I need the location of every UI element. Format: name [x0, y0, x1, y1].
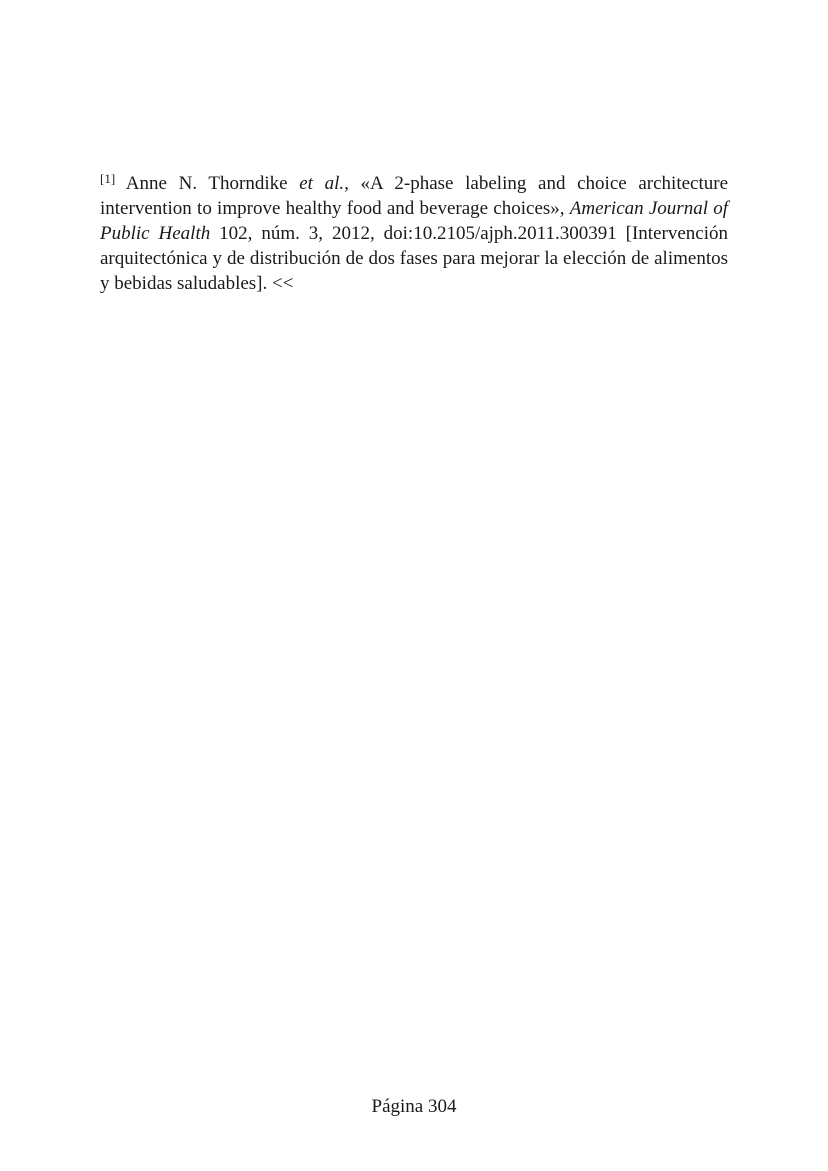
footnote-title: , «A 2-phase labeling and choice architecture intervention to improve healthy food and beverage choices», — [100, 173, 729, 219]
footnote-journal: American Journal of Public Health — [100, 198, 728, 244]
footnote-et-al: et al. — [299, 173, 345, 194]
footnote-marker: [1] — [100, 171, 116, 186]
footnote-details: 102, núm. 3, 2012, doi:10.2105/ajph.2011.300391 [Intervención arquitectónica y de distribución de dos fases para mejorar la elección de alimentos y bebidas saludables]. — [100, 223, 728, 294]
back-link[interactable]: << — [272, 273, 294, 294]
page-number: Página 304 — [371, 1096, 457, 1117]
footnote — [100, 171, 728, 296]
footnote-author: Anne N. Thorndike — [125, 173, 288, 194]
